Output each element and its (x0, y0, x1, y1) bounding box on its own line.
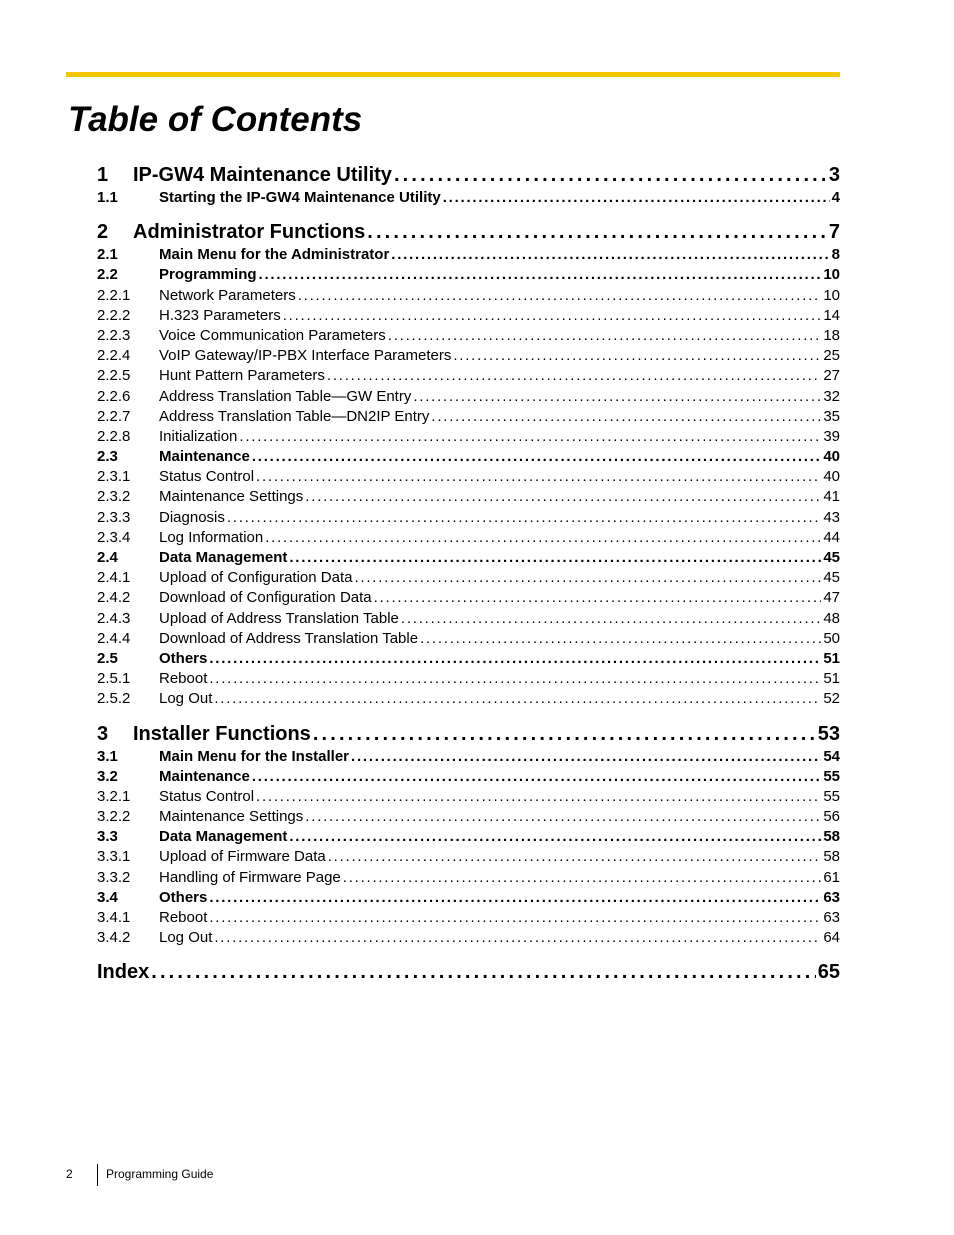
toc-entry-page: 51 (823, 670, 840, 688)
toc-entry-title: Handling of Firmware Page (159, 868, 341, 886)
toc-dot-leader (289, 827, 821, 847)
toc-entry-number: 2.4.3 (97, 609, 131, 627)
toc-entry-number: 2.5 (97, 649, 118, 667)
toc-entry-sub[interactable] (97, 588, 840, 608)
page-title: Table of Contents (68, 100, 363, 139)
toc-entry-sub[interactable] (97, 568, 840, 588)
toc-entry-sub[interactable] (97, 908, 840, 928)
header-accent-bar (66, 72, 840, 77)
toc-entry-page: 39 (823, 427, 840, 445)
toc-entry-number: 1 (97, 164, 109, 186)
toc-entry-index[interactable] (97, 960, 840, 985)
toc-entry-page: 4 (831, 189, 840, 206)
toc-entry-page: 18 (823, 326, 840, 344)
toc-dot-leader (259, 265, 822, 285)
toc-dot-leader (214, 689, 821, 709)
toc-entry-title: Reboot (159, 670, 208, 688)
toc-entry-page: 10 (823, 266, 840, 284)
toc-entry-title: Index (97, 961, 150, 984)
toc-entry-title: Upload of Address Translation Table (159, 609, 399, 627)
toc-entry-page: 50 (823, 629, 840, 647)
toc-entry-number: 3.4.1 (97, 909, 131, 926)
toc-dot-leader (343, 868, 822, 888)
toc-entry-page: 48 (823, 609, 840, 627)
toc-entry-page: 32 (823, 387, 840, 405)
toc-entry-number: 2.4.1 (97, 569, 131, 587)
toc-entry-number: 2.4 (97, 549, 118, 566)
toc-entry-number: 2.2.8 (97, 427, 131, 445)
toc-entry-page: 27 (823, 367, 840, 385)
toc-entry-number: 3.1 (97, 747, 118, 765)
toc-entry-sub[interactable] (97, 868, 840, 888)
toc-dot-leader (214, 928, 821, 948)
toc-dot-leader (289, 548, 821, 568)
toc-entry-sub[interactable] (97, 508, 840, 528)
toc-dot-leader (209, 649, 821, 669)
toc-entry-section[interactable] (97, 548, 840, 568)
toc-dot-leader (151, 960, 816, 985)
toc-entry-title: Status Control (159, 468, 255, 486)
toc-entry-page: 58 (823, 828, 840, 846)
toc-dot-leader (252, 447, 821, 467)
toc-entry-page: 58 (823, 848, 840, 866)
table-of-contents (97, 163, 840, 985)
toc-entry-page: 63 (823, 909, 840, 926)
toc-entry-title: Hunt Pattern Parameters (159, 367, 325, 385)
toc-entry-number: 2.3.1 (97, 468, 131, 486)
toc-dot-leader (431, 407, 821, 427)
toc-entry-sub[interactable] (97, 407, 840, 427)
toc-entry-sub[interactable] (97, 928, 840, 948)
toc-entry-chapter[interactable] (97, 220, 840, 245)
toc-dot-leader (227, 508, 821, 528)
toc-dot-leader (327, 366, 821, 386)
toc-entry-number: 2.3 (97, 448, 118, 466)
toc-entry-sub[interactable] (97, 366, 840, 386)
toc-entry-page: 61 (823, 868, 840, 886)
toc-entry-sub[interactable] (97, 807, 840, 827)
toc-entry-title: Upload of Configuration Data (159, 569, 353, 587)
toc-entry-page: 41 (823, 488, 840, 506)
toc-entry-number: 3.4.2 (97, 929, 131, 947)
toc-entry-page: 8 (831, 246, 840, 264)
toc-entry-page: 45 (823, 569, 840, 587)
toc-entry-page: 47 (823, 589, 840, 607)
toc-dot-leader (313, 722, 816, 747)
toc-entry-section[interactable] (97, 188, 840, 208)
toc-entry-title: Main Menu for the Administrator (159, 246, 390, 264)
toc-entry-number: 3 (97, 722, 109, 745)
toc-dot-leader (305, 807, 821, 827)
toc-entry-title: Installer Functions (133, 722, 311, 745)
toc-entry-section[interactable] (97, 827, 840, 847)
toc-entry-section[interactable] (97, 767, 840, 787)
toc-entry-number: 2.2.3 (97, 326, 131, 344)
toc-entry-number: 2.2.4 (97, 347, 131, 365)
toc-entry-number: 2.2.6 (97, 387, 131, 405)
toc-entry-title: H.323 Parameters (159, 306, 281, 324)
toc-entry-page: 45 (823, 549, 840, 566)
toc-dot-leader (401, 609, 821, 629)
toc-entry-page: 64 (823, 929, 840, 947)
toc-entry-page: 55 (823, 787, 840, 805)
toc-entry-number: 2.3.4 (97, 528, 131, 546)
toc-entry-number: 3.2.2 (97, 808, 131, 826)
toc-dot-leader (354, 568, 821, 588)
footer-doc-name: Programming Guide (106, 1167, 214, 1181)
toc-entry-page: 54 (823, 747, 840, 765)
toc-entry-title: Address Translation Table—DN2IP Entry (159, 407, 430, 425)
toc-entry-title: Data Management (159, 828, 288, 846)
toc-entry-page: 14 (823, 306, 840, 324)
toc-entry-title: Download of Configuration Data (159, 589, 372, 607)
toc-entry-number: 2.4.2 (97, 589, 131, 607)
toc-dot-leader (265, 528, 821, 548)
toc-dot-leader (209, 908, 821, 928)
toc-entry-page: 63 (823, 888, 840, 906)
toc-entry-title: Log Out (159, 929, 213, 947)
toc-entry-title: Maintenance Settings (159, 488, 304, 506)
toc-entry-title: Maintenance (159, 448, 250, 466)
toc-entry-sub[interactable] (97, 326, 840, 346)
toc-entry-number: 2.4.4 (97, 629, 131, 647)
toc-entry-title: Maintenance (159, 767, 250, 785)
toc-entry-sub[interactable] (97, 387, 840, 407)
toc-entry-title: VoIP Gateway/IP-PBX Interface Parameters (159, 347, 452, 365)
footer-page-number: 2 (66, 1167, 73, 1181)
toc-dot-leader (209, 888, 821, 908)
toc-dot-leader (420, 629, 821, 649)
toc-dot-leader (391, 245, 829, 265)
footer-divider (97, 1164, 98, 1186)
toc-dot-leader (367, 220, 827, 245)
toc-entry-number: 2.2.2 (97, 306, 131, 324)
toc-entry-page: 52 (823, 690, 840, 708)
toc-entry-title: Starting the IP-GW4 Maintenance Utility (159, 189, 441, 206)
toc-dot-leader (351, 747, 821, 767)
toc-dot-leader (374, 588, 822, 608)
toc-dot-leader (394, 163, 827, 188)
toc-entry-section[interactable] (97, 747, 840, 767)
toc-entry-number: 1.1 (97, 189, 118, 206)
toc-dot-leader (388, 326, 822, 346)
toc-entry-page: 43 (823, 508, 840, 526)
toc-entry-sub[interactable] (97, 286, 840, 306)
toc-entry-number: 2.5.1 (97, 670, 131, 688)
toc-entry-section[interactable] (97, 888, 840, 908)
toc-entry-title: Diagnosis (159, 508, 225, 526)
toc-entry-number: 2.2.7 (97, 407, 131, 425)
toc-entry-page: 56 (823, 808, 840, 826)
toc-entry-page: 10 (823, 286, 840, 304)
toc-entry-sub[interactable] (97, 306, 840, 326)
toc-dot-leader (328, 847, 822, 867)
toc-dot-leader (256, 787, 821, 807)
toc-entry-number: 3.2.1 (97, 787, 131, 805)
toc-entry-chapter[interactable] (97, 722, 840, 747)
toc-entry-sub[interactable] (97, 467, 840, 487)
toc-entry-page: 25 (823, 347, 840, 365)
toc-entry-title: IP-GW4 Maintenance Utility (133, 164, 392, 186)
toc-entry-number: 2.2 (97, 266, 118, 284)
toc-dot-leader (209, 669, 821, 689)
toc-dot-leader (298, 286, 822, 306)
toc-entry-title: Maintenance Settings (159, 808, 304, 826)
toc-entry-title: Others (159, 888, 208, 906)
toc-entry-page: 53 (817, 722, 840, 745)
toc-dot-leader (252, 767, 821, 787)
toc-entry-title: Address Translation Table—GW Entry (159, 387, 412, 405)
toc-dot-leader (443, 188, 830, 208)
toc-dot-leader (256, 467, 821, 487)
toc-entry-sub[interactable] (97, 609, 840, 629)
toc-entry-sub[interactable] (97, 689, 840, 709)
toc-entry-section[interactable] (97, 265, 840, 285)
toc-entry-number: 2.3.2 (97, 488, 131, 506)
toc-dot-leader (453, 346, 821, 366)
toc-entry-page: 40 (823, 448, 840, 466)
toc-entry-page: 65 (817, 961, 840, 984)
toc-entry-sub[interactable] (97, 427, 840, 447)
toc-entry-title: Reboot (159, 909, 208, 926)
toc-entry-page: 35 (823, 407, 840, 425)
toc-entry-page: 7 (828, 221, 840, 244)
toc-entry-title: Administrator Functions (133, 221, 366, 244)
toc-entry-title: Upload of Firmware Data (159, 848, 326, 866)
toc-entry-section[interactable] (97, 649, 840, 669)
toc-entry-number: 3.2 (97, 767, 118, 785)
toc-dot-leader (283, 306, 822, 326)
toc-entry-number: 2.2.1 (97, 286, 131, 304)
toc-entry-title: Programming (159, 266, 257, 284)
toc-entry-title: Others (159, 649, 208, 667)
toc-entry-title: Log Out (159, 690, 213, 708)
toc-entry-page: 3 (828, 164, 840, 186)
toc-entry-sub[interactable] (97, 487, 840, 507)
toc-entry-title: Voice Communication Parameters (159, 326, 386, 344)
toc-entry-number: 2.5.2 (97, 690, 131, 708)
toc-entry-section[interactable] (97, 447, 840, 467)
toc-entry-page: 40 (823, 468, 840, 486)
toc-entry-title: Download of Address Translation Table (159, 629, 419, 647)
toc-dot-leader (305, 487, 821, 507)
toc-entry-chapter[interactable] (97, 163, 840, 188)
toc-entry-number: 3.4 (97, 888, 118, 906)
toc-entry-title: Main Menu for the Installer (159, 747, 350, 765)
toc-entry-page: 51 (823, 649, 840, 667)
toc-entry-sub[interactable] (97, 787, 840, 807)
toc-dot-leader (413, 387, 821, 407)
toc-entry-section[interactable] (97, 245, 840, 265)
toc-entry-sub[interactable] (97, 629, 840, 649)
toc-entry-sub[interactable] (97, 847, 840, 867)
toc-entry-title: Status Control (159, 787, 255, 805)
toc-entry-sub[interactable] (97, 669, 840, 689)
toc-entry-number: 2.1 (97, 246, 118, 264)
toc-entry-page: 44 (823, 528, 840, 546)
toc-entry-title: Data Management (159, 549, 288, 566)
toc-entry-number: 3.3.2 (97, 868, 131, 886)
toc-entry-title: Network Parameters (159, 286, 296, 304)
toc-entry-number: 3.3 (97, 828, 118, 846)
toc-entry-title: Initialization (159, 427, 238, 445)
toc-entry-number: 2.3.3 (97, 508, 131, 526)
toc-entry-number: 3.3.1 (97, 848, 131, 866)
toc-entry-sub[interactable] (97, 528, 840, 548)
toc-entry-page: 55 (823, 767, 840, 785)
toc-entry-number: 2.2.5 (97, 367, 131, 385)
toc-entry-number: 2 (97, 221, 109, 244)
page-footer (66, 1164, 213, 1188)
toc-entry-sub[interactable] (97, 346, 840, 366)
toc-dot-leader (239, 427, 821, 447)
toc-entry-title: Log Information (159, 528, 264, 546)
